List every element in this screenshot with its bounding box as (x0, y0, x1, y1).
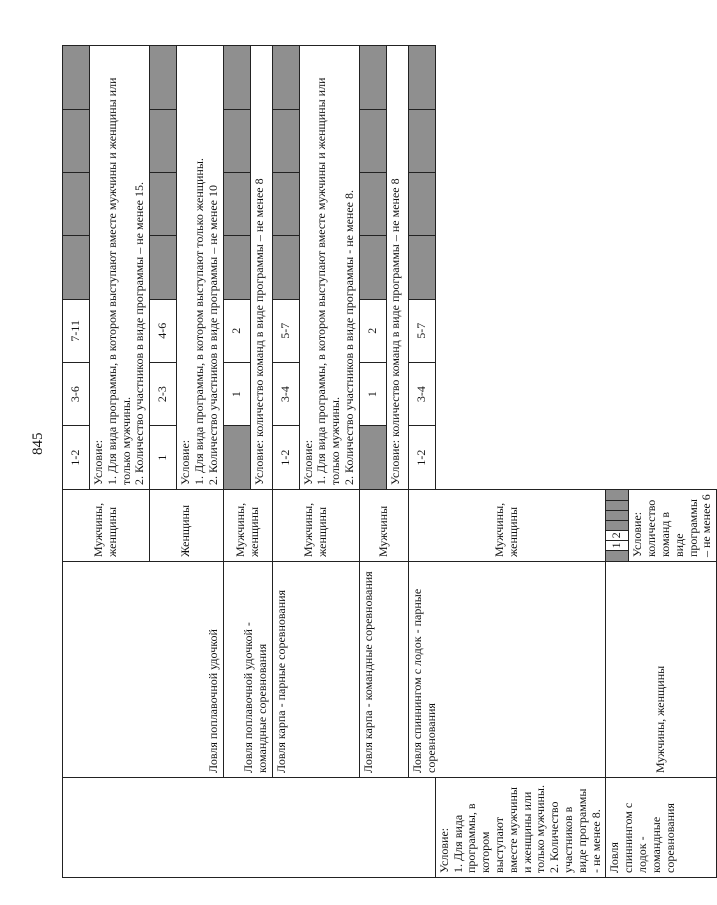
sex-cell: Мужчины, женщины (606, 562, 717, 778)
group-cell: 2 (360, 299, 386, 362)
gray-cell (606, 500, 628, 510)
group-cell: 2 (606, 531, 628, 541)
sex-cell: Мужчины, женщины (223, 490, 272, 562)
gray-cell (224, 173, 250, 236)
condition-cell: Условие: 1. Для вида программы, в котором выступают вместе мужчины и женщины или только мужчины. 2. Количество участников в виде программы - не менее 8. (435, 778, 606, 878)
gray-cell (273, 236, 299, 299)
condition-cell: Условие: количество команд в виде программы – не менее 8 (386, 46, 408, 490)
gray-cell (224, 426, 250, 489)
team-row (606, 490, 717, 562)
group-row (408, 46, 435, 490)
gray-cell (150, 173, 176, 236)
gray-cell (360, 173, 386, 236)
condition-cell: Условие: количество команд в виде программы – не менее 8 (250, 46, 272, 490)
gray-cell (150, 46, 176, 109)
group-cell: 1 (606, 541, 628, 551)
group-row (272, 46, 299, 490)
gray-cell (360, 46, 386, 109)
sport-name-cell: Ловля поплавочной удочкой - командные соревнования (223, 562, 272, 778)
gray-cell (63, 109, 89, 172)
gray-cell (360, 109, 386, 172)
gray-cell (360, 236, 386, 299)
gray-cell (409, 173, 435, 236)
gray-cell (606, 551, 628, 561)
sex-cell: Мужчины, женщины (408, 490, 606, 562)
group-cell: 3-6 (63, 362, 89, 425)
condition-cell: Условие: 1. Для вида программы, в котором выступают только женщины. 2. Количество участников в виде программы – не менее 10 (177, 46, 223, 490)
condition-cell: Условие: количество команд в виде программы – не менее 6 (628, 490, 716, 561)
gray-cell (224, 109, 250, 172)
rotated-table-container (62, 46, 714, 878)
gray-cell (409, 109, 435, 172)
gray-cell (150, 236, 176, 299)
rankings-table (62, 45, 717, 878)
gray-cell (606, 490, 628, 500)
gray-cell (360, 426, 386, 489)
page-number: 845 (30, 432, 46, 455)
group-row (150, 46, 177, 490)
gray-cell (63, 236, 89, 299)
gray-cell (273, 46, 299, 109)
group-row (63, 46, 90, 490)
group-cell: 1 (224, 362, 250, 425)
group-row (223, 46, 250, 490)
sex-cell: Женщины (150, 490, 223, 562)
group-cell: 1-2 (409, 426, 435, 489)
gray-cell (606, 510, 628, 520)
gray-cell (63, 46, 89, 109)
sport-name-cell: Ловля карпа - командные соревнования (359, 562, 408, 778)
sport-name-cell: Ловля карпа - парные соревнования (272, 562, 359, 778)
gray-cell (409, 46, 435, 109)
gray-cell (63, 173, 89, 236)
group-cell: 5-7 (273, 299, 299, 362)
condition-cell: Условие: 1. Для вида программы, в котором выступают вместе мужчины и женщины или только мужчины. 2. Количество участников в виде программы - не менее 8. (299, 46, 359, 490)
group-cell: 7-11 (63, 299, 89, 362)
sport-name-cell: Ловля поплавочной удочкой (63, 562, 224, 778)
condition-cell: Условие: 1. Для вида программы, в котором выступают вместе мужчины и женщины или только мужчины. 2. Количество участников в виде программы – не менее 15. (90, 46, 150, 490)
sex-cell: Мужчины, женщины (272, 490, 359, 562)
group-cell: 2-3 (150, 362, 176, 425)
gray-cell (273, 173, 299, 236)
empty-first-column (63, 778, 436, 878)
sport-name-cell: Ловля спиннингом с лодок - командные соревнования (606, 778, 717, 878)
group-cell: 3-4 (273, 362, 299, 425)
group-cell: 2 (224, 299, 250, 362)
group-cell: 1 (150, 426, 176, 489)
sex-cell: Мужчины, женщины (63, 490, 150, 562)
gray-cell (224, 46, 250, 109)
group-cell: 1-2 (63, 426, 89, 489)
gray-cell (273, 109, 299, 172)
group-cell: 1 (360, 362, 386, 425)
group-cell: 4-6 (150, 299, 176, 362)
sex-cell: Мужчины (359, 490, 408, 562)
gray-cell (409, 236, 435, 299)
group-cell: 1-2 (273, 426, 299, 489)
gray-cell (224, 236, 250, 299)
sport-name-cell: Ловля спиннингом с лодок - парные соревнования (408, 562, 606, 778)
gray-cell (606, 520, 628, 530)
gray-cell (150, 109, 176, 172)
group-row (359, 46, 386, 490)
group-cell: 3-4 (409, 362, 435, 425)
group-cell: 5-7 (409, 299, 435, 362)
